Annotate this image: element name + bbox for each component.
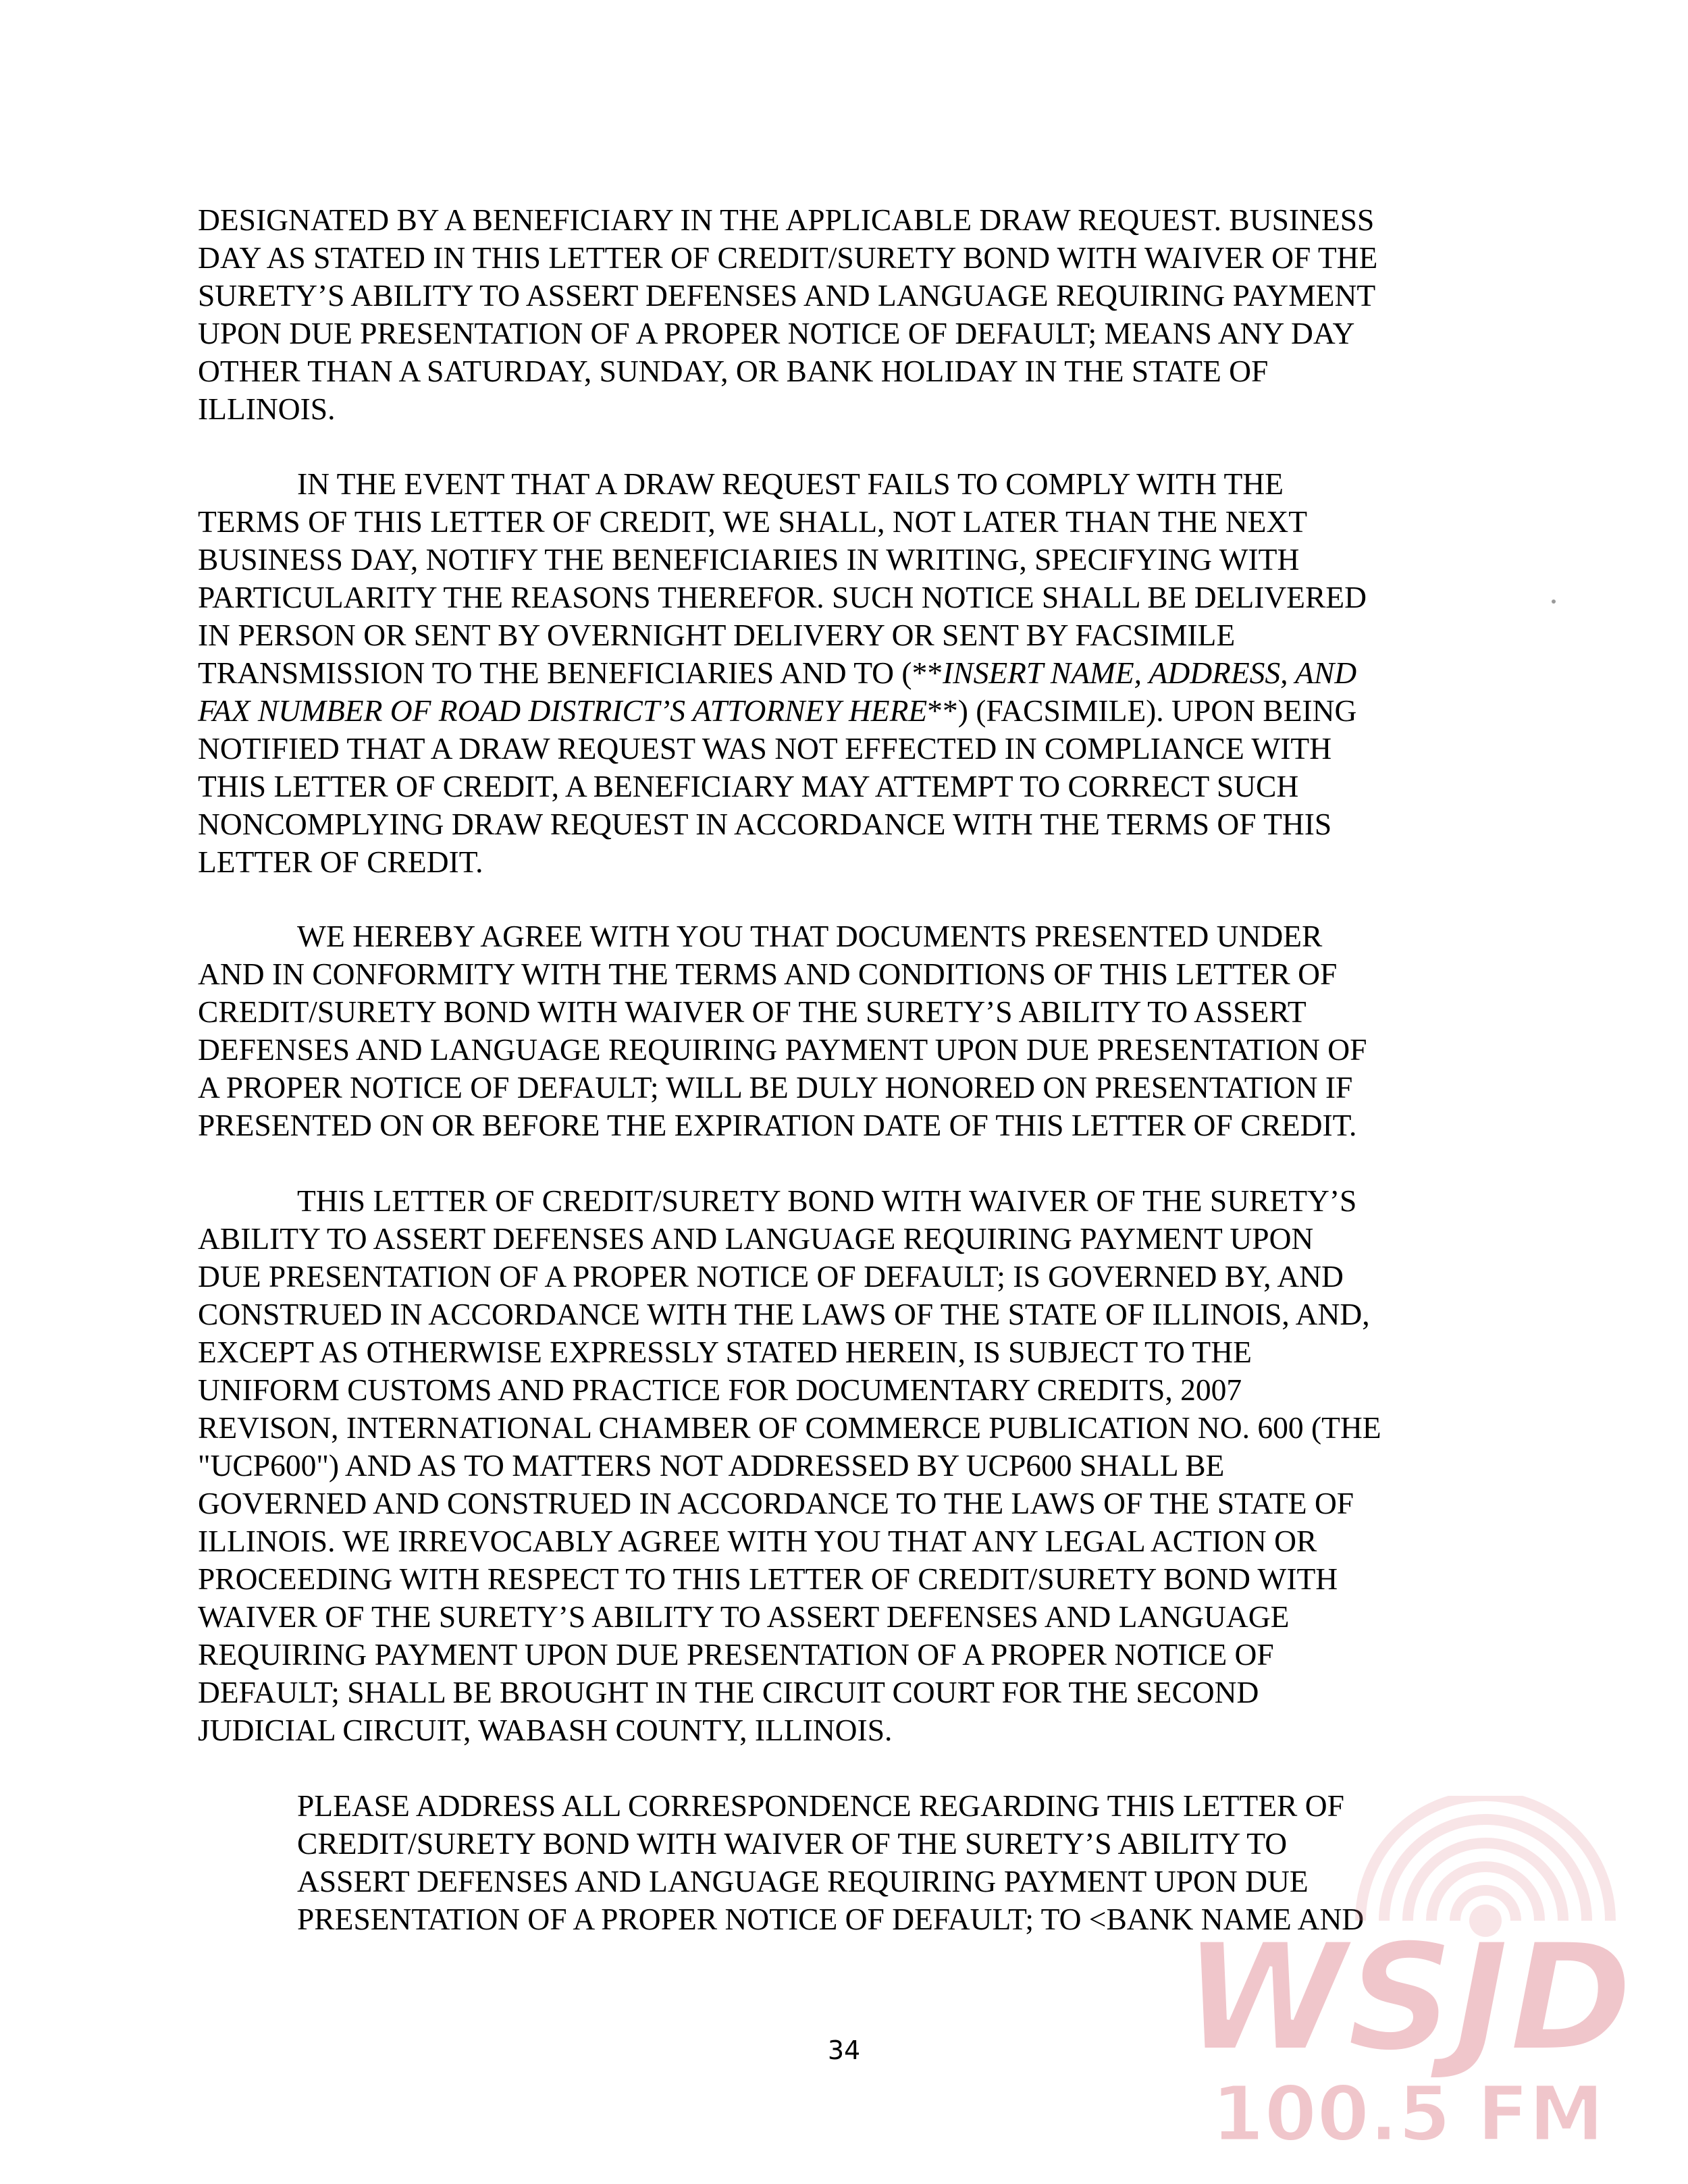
text-line: PRESENTATION OF A PROPER NOTICE OF DEFAULT; TO <BANK NAME AND — [297, 1902, 1365, 1936]
text-line: CREDIT/SURETY BOND WITH WAIVER OF THE SURETY’S ABILITY TO ASSERT — [198, 994, 1307, 1029]
text-line: ABILITY TO ASSERT DEFENSES AND LANGUAGE REQUIRING PAYMENT UPON — [198, 1221, 1314, 1256]
text-line: LETTER OF CREDIT. — [198, 845, 483, 879]
text-line — [198, 654, 1514, 692]
page-number: 34 — [827, 2035, 861, 2065]
text-line: IN PERSON OR SENT BY OVERNIGHT DELIVERY OR SENT BY FACSIMILE — [198, 618, 1236, 652]
text-line: REQUIRING PAYMENT UPON DUE PRESENTATION OF A PROPER NOTICE OF — [198, 1637, 1274, 1672]
paragraph-1 — [198, 201, 1514, 428]
text-line: ILLINOIS. WE IRREVOCABLY AGREE WITH YOU THAT ANY LEGAL ACTION OR — [198, 1524, 1317, 1558]
paragraph-2 — [198, 465, 1514, 881]
text-line: ASSERT DEFENSES AND LANGUAGE REQUIRING PAYMENT UPON DUE — [297, 1864, 1309, 1898]
stray-mark — [1552, 600, 1556, 604]
text-line: THIS LETTER OF CREDIT/SURETY BOND WITH WAIVER OF THE SURETY’S — [297, 1183, 1357, 1218]
text-line: BUSINESS DAY, NOTIFY THE BENEFICIARIES IN WRITING, SPECIFYING WITH — [198, 542, 1300, 577]
text-line: PARTICULARITY THE REASONS THEREFOR. SUCH NOTICE SHALL BE DELIVERED — [198, 580, 1367, 614]
text-line: DEFENSES AND LANGUAGE REQUIRING PAYMENT UPON DUE PRESENTATION OF — [198, 1032, 1367, 1067]
text-line: UNIFORM CUSTOMS AND PRACTICE FOR DOCUMENTARY CREDITS, 2007 — [198, 1373, 1242, 1407]
text-line: AND IN CONFORMITY WITH THE TERMS AND CONDITIONS OF THIS LETTER OF — [198, 957, 1338, 991]
text-run: **) (FACSIMILE). UPON BEING — [927, 693, 1357, 728]
paragraph-3 — [198, 917, 1514, 1144]
text-line: OTHER THAN A SATURDAY, SUNDAY, OR BANK HOLIDAY IN THE STATE OF — [198, 354, 1269, 388]
text-line: THIS LETTER OF CREDIT, A BENEFICIARY MAY ATTEMPT TO CORRECT SUCH — [198, 769, 1299, 803]
text-line: PRESENTED ON OR BEFORE THE EXPIRATION DATE OF THIS LETTER OF CREDIT. — [198, 1108, 1357, 1142]
paragraph-5 — [297, 1787, 1526, 1938]
paragraph-4 — [198, 1182, 1514, 1749]
text-line: EXCEPT AS OTHERWISE EXPRESSLY STATED HEREIN, IS SUBJECT TO THE — [198, 1335, 1252, 1369]
text-line: GOVERNED AND CONSTRUED IN ACCORDANCE TO THE LAWS OF THE STATE OF — [198, 1486, 1354, 1520]
text-line: CONSTRUED IN ACCORDANCE WITH THE LAWS OF THE STATE OF ILLINOIS, AND, — [198, 1297, 1370, 1331]
text-line: ILLINOIS. — [198, 392, 336, 426]
text-line: PROCEEDING WITH RESPECT TO THIS LETTER OF CREDIT/SURETY BOND WITH — [198, 1562, 1338, 1596]
text-line: TERMS OF THIS LETTER OF CREDIT, WE SHALL, NOT LATER THAN THE NEXT — [198, 504, 1308, 539]
text-line: DAY AS STATED IN THIS LETTER OF CREDIT/SURETY BOND WITH WAIVER OF THE — [198, 240, 1378, 275]
text-line: UPON DUE PRESENTATION OF A PROPER NOTICE OF DEFAULT; MEANS ANY DAY — [198, 316, 1355, 350]
text-line: SURETY’S ABILITY TO ASSERT DEFENSES AND LANGUAGE REQUIRING PAYMENT — [198, 278, 1376, 313]
text-line: DEFAULT; SHALL BE BROUGHT IN THE CIRCUIT COURT FOR THE SECOND — [198, 1675, 1259, 1709]
text-line: REVISON, INTERNATIONAL CHAMBER OF COMMERCE PUBLICATION NO. 600 (THE — [198, 1410, 1381, 1445]
text-line: IN THE EVENT THAT A DRAW REQUEST FAILS TO COMPLY WITH THE — [297, 467, 1284, 501]
text-line: WE HEREBY AGREE WITH YOU THAT DOCUMENTS PRESENTED UNDER — [297, 919, 1323, 953]
text-line: NONCOMPLYING DRAW REQUEST IN ACCORDANCE WITH THE TERMS OF THIS — [198, 807, 1332, 841]
text-line: A PROPER NOTICE OF DEFAULT; WILL BE DULY HONORED ON PRESENTATION IF — [198, 1070, 1353, 1104]
station-call-sign: WSJD — [1183, 1911, 1633, 2084]
text-line: DUE PRESENTATION OF A PROPER NOTICE OF DEFAULT; IS GOVERNED BY, AND — [198, 1259, 1344, 1294]
text-line: DESIGNATED BY A BENEFICIARY IN THE APPLICABLE DRAW REQUEST. BUSINESS — [198, 203, 1375, 237]
text-run: TRANSMISSION TO THE BENEFICIARIES AND TO (** — [198, 656, 943, 690]
italic-placeholder-text: FAX NUMBER OF ROAD DISTRICT’S ATTORNEY HERE — [198, 693, 928, 728]
text-line — [198, 692, 1514, 730]
text-line: JUDICIAL CIRCUIT, WABASH COUNTY, ILLINOIS. — [198, 1713, 893, 1747]
text-line: NOTIFIED THAT A DRAW REQUEST WAS NOT EFFECTED IN COMPLIANCE WITH — [198, 731, 1332, 766]
text-line: WAIVER OF THE SURETY’S ABILITY TO ASSERT DEFENSES AND LANGUAGE — [198, 1599, 1290, 1634]
text-line: CREDIT/SURETY BOND WITH WAIVER OF THE SURETY’S ABILITY TO — [297, 1826, 1288, 1861]
text-line: "UCP600") AND AS TO MATTERS NOT ADDRESSED BY UCP600 SHALL BE — [198, 1448, 1225, 1483]
italic-placeholder-text: INSERT NAME, ADDRESS, AND — [943, 656, 1357, 690]
text-line: PLEASE ADDRESS ALL CORRESPONDENCE REGARDING THIS LETTER OF — [297, 1788, 1344, 1823]
station-frequency: 100.5 FM — [1211, 2071, 1604, 2158]
